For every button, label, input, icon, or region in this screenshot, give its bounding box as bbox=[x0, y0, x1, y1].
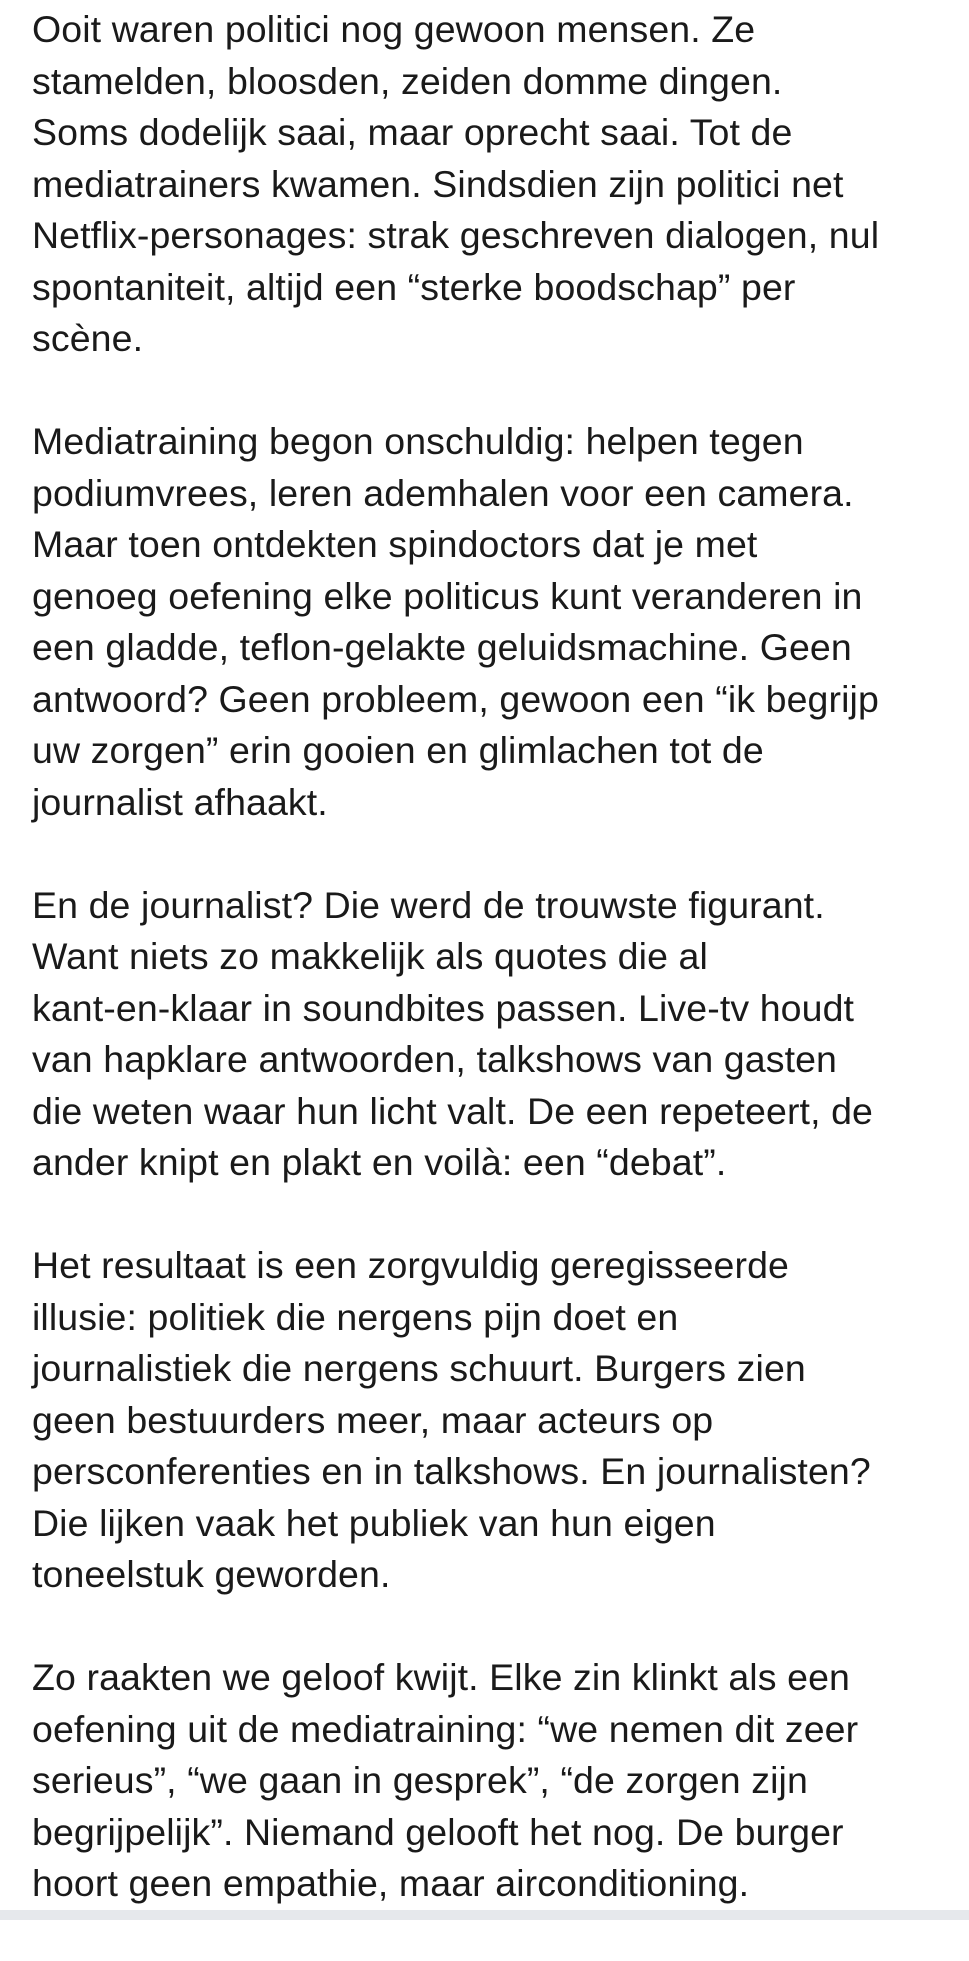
text-line: ander knipt en plakt en voilà: een “debat”. bbox=[32, 1141, 727, 1183]
text-line: kant-en-klaar in soundbites passen. Live-tv houdt bbox=[32, 986, 855, 1029]
text-line: Soms dodelijk saai, maar oprecht saai. Tot de bbox=[32, 111, 793, 153]
text-line: scène. bbox=[32, 317, 144, 359]
text-line: die weten waar hun licht valt. De een repeteert, de bbox=[32, 1089, 874, 1132]
text-line: toneelstuk geworden. bbox=[32, 1553, 391, 1595]
text-line: Maar toen ontdekten spindoctors dat je met bbox=[32, 523, 758, 565]
text-line: oefening uit de mediatraining: “we nemen dit zeer bbox=[32, 1707, 859, 1750]
text-line: Die lijken vaak het publiek van hun eigen bbox=[32, 1501, 716, 1544]
paragraph bbox=[32, 1240, 952, 1601]
text-line: mediatrainers kwamen. Sindsdien zijn politici net bbox=[32, 162, 844, 205]
text-line: podiumvrees, leren ademhalen voor een camera. bbox=[32, 471, 854, 514]
text-line: genoeg oefening elke politicus kunt veranderen in bbox=[32, 574, 863, 617]
text-line: begrijpelijk”. Niemand gelooft het nog. De burger bbox=[32, 1810, 844, 1853]
text-line: serieus”, “we gaan in gesprek”, “de zorgen zijn bbox=[32, 1759, 808, 1801]
text-line: Want niets zo makkelijk als quotes die al bbox=[32, 935, 708, 977]
text-line: Mediatraining begon onschuldig: helpen tegen bbox=[32, 420, 804, 462]
text-line: En de journalist? Die werd de trouwste figurant. bbox=[32, 883, 825, 926]
text-line: uw zorgen” erin gooien en glimlachen tot de bbox=[32, 729, 764, 771]
text-line: stamelden, bloosden, zeiden domme dingen. bbox=[32, 59, 783, 102]
text-line: een gladde, teflon-gelakte geluidsmachine. Geen bbox=[32, 626, 852, 668]
text-line: journalist afhaakt. bbox=[32, 780, 328, 823]
text-line: spontaniteit, altijd een “sterke boodschap” per bbox=[32, 265, 796, 308]
text-line: Het resultaat is een zorgvuldig geregisseerde bbox=[32, 1244, 790, 1286]
text-line: Ooit waren politici nog gewoon mensen. Ze bbox=[32, 8, 756, 50]
text-line: Zo raakten we geloof kwijt. Elke zin klinkt als een bbox=[32, 1656, 850, 1698]
paragraph bbox=[32, 880, 952, 1189]
paragraph bbox=[32, 1652, 952, 1910]
paragraph bbox=[32, 416, 952, 828]
paragraph bbox=[32, 4, 952, 365]
text-line: van hapklare antwoorden, talkshows van gasten bbox=[32, 1038, 838, 1080]
text-line: Netflix-personages: strak geschreven dialogen, nul bbox=[32, 214, 880, 256]
bottom-edge-bar bbox=[0, 1910, 969, 1920]
post-body bbox=[32, 4, 952, 1961]
text-line: hoort geen empathie, maar airconditioning. bbox=[32, 1862, 750, 1904]
text-line: persconferenties en in talkshows. En journalisten? bbox=[32, 1450, 871, 1492]
text-line: illusie: politiek die nergens pijn doet en bbox=[32, 1295, 679, 1338]
text-line: antwoord? Geen probleem, gewoon een “ik begrijp bbox=[32, 677, 879, 720]
text-line: geen bestuurders meer, maar acteurs op bbox=[32, 1398, 714, 1441]
text-line: journalistiek die nergens schuurt. Burgers zien bbox=[32, 1347, 806, 1389]
